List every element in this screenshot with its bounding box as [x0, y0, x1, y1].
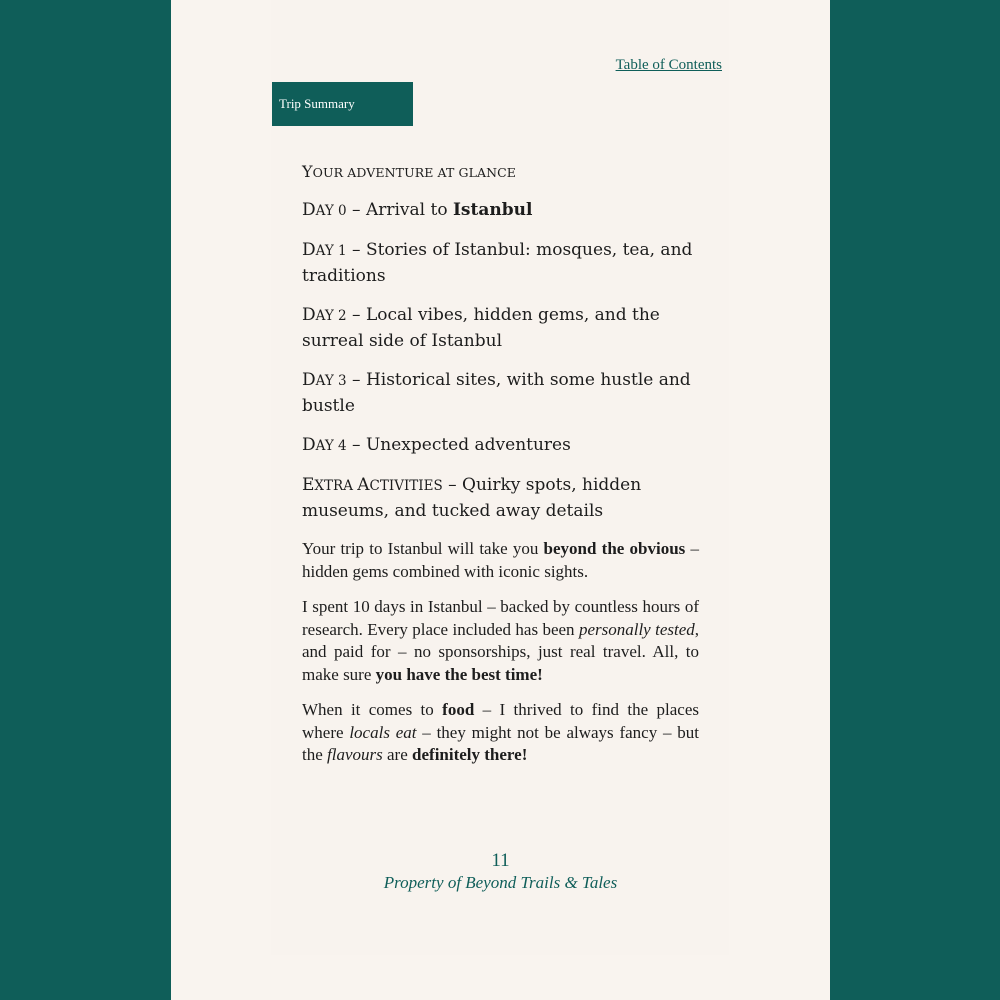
research-paragraph: I spent 10 days in Istanbul – backed by countless hours of research. Every place included has been personally tested, and paid for – no sponsorships, just real travel. All, to make sure you have the best time! — [302, 597, 700, 684]
itinerary-day-3: DAY 3 – Historical sites, with some hustle and bustle — [302, 370, 691, 416]
page-footer — [171, 850, 830, 894]
food-paragraph: When it comes to food – I thrived to find the places where locals eat – they might not be always fancy – but the flavours are definitely there! — [302, 700, 699, 764]
page-number: 11 — [491, 850, 510, 871]
itinerary-day-2: DAY 2 – Local vibes, hidden gems, and the surreal side of Istanbul — [302, 305, 660, 351]
copyright-note: Property of Beyond Trails & Tales — [383, 873, 618, 892]
section-tag-label: Trip Summary — [279, 96, 355, 111]
itinerary-extra-activities: EXTRA ACTIVITIES – Quirky spots, hidden museums, and tucked away details — [302, 475, 642, 521]
itinerary-day-1: DAY 1 – Stories of Istanbul: mosques, tea, and traditions — [302, 240, 693, 286]
page-heading: YOUR ADVENTURE AT GLANCE — [302, 162, 517, 181]
itinerary-day-4: DAY 4 – Unexpected adventures — [302, 435, 571, 455]
section-tag-trip-summary — [272, 82, 413, 126]
intro-paragraph: Your trip to Istanbul will take you beyond the obvious – hidden gems combined with iconic sights. — [302, 539, 699, 581]
page-content — [302, 160, 699, 780]
table-of-contents-link[interactable]: Table of Contents — [615, 57, 722, 73]
itinerary-day-0: DAY 0 – Arrival to Istanbul — [302, 200, 533, 220]
